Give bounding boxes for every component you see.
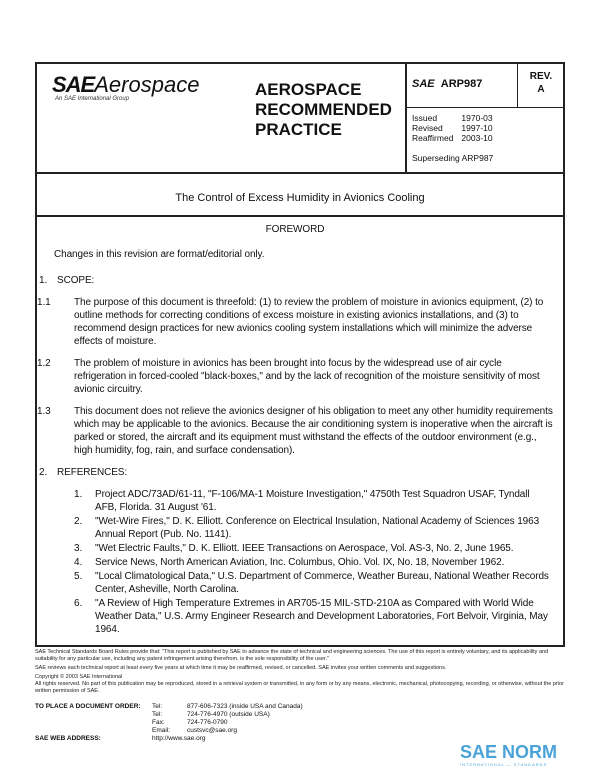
contact-label: Email: [152,727,171,734]
revision [518,70,564,96]
date-label: Revised [412,123,443,133]
review-notice: SAE reviews each technical report at least every five years at which time it may be reaffirmed, revised, or cancelled. SAE invites your written comments and suggestions. [35,665,447,671]
ref-text: Service News, North American Aviation, Inc. Columbus, Ohio. Vol. IX, No. 18, November 1962. [95,557,505,568]
document-number [412,78,482,90]
date-table [412,113,501,143]
ref-text: "Local Climatological Data," U.S. Department of Commerce, Weather Bureau, National Weather Records Center, Asheville, North Carolina. [95,571,549,595]
doc-type-line: AEROSPACE [255,80,362,99]
reference [74,488,553,514]
ref-number: 5. [74,571,83,582]
document-body [35,217,565,647]
ref-text: "A Review of High Temperature Extremes in AR705-15 MIL-STD-210A as Compared with World Wide Weather Data," U.S. Army Engineer Research and Development Laboratories, Fort Belvoir, Virginia, May 1964. [95,598,548,635]
reference [74,515,553,541]
order-info [35,703,565,735]
doc-number: ARP987 [440,78,483,90]
section-scope [37,274,553,287]
contact-table [152,703,303,735]
section-1-2 [37,357,553,396]
contact-value: 724-776-0790 [187,719,228,726]
divider [405,62,407,174]
ref-number: 4. [74,557,83,568]
section-number: 1. [39,275,48,286]
contact-value: 724-776-4970 (outside USA) [187,711,270,718]
reference [74,542,553,555]
section-number: 1.1 [37,297,51,308]
section-1-3 [37,405,553,457]
section-heading: SCOPE: [57,275,95,286]
date-value: 1997-10 [461,123,493,133]
reference [74,597,553,636]
sae-logo: SAE [412,78,435,90]
copyright: Copyright © 2003 SAE International [35,674,123,680]
ref-text: Project ADC/73AD/61-11, "F-106/MA-1 Moisture Investigation," 4750th Test Squadron USAF, Tyndall AFB, Florida. 31 August '61. [95,489,530,513]
web-link[interactable]: http://www.sae.org [152,735,206,742]
date-value: 2003-10 [461,133,493,143]
superseding: Superseding ARP987 [412,153,494,163]
rev-value: A [537,84,545,95]
divider [405,107,565,108]
section-heading: REFERENCES: [57,467,128,478]
section-number: 2. [39,467,48,478]
foreword-heading: FOREWORD [265,224,325,235]
paragraph: This document does not relieve the avionics designer of his obligation to meet any other humidity requirements which may be applicable to the avionics. Because the air conditioning system is inoperative when the aircraft is parked or stored, the aircraft and its equipment must withstand the effects of the outdoor environment (e.g., high humidity, fog, rain, and surface condensation). [74,406,553,456]
paragraph: The purpose of this document is threefold: (1) to review the problem of moisture in avionics equipment, (2) to outline methods for correcting conditions of excess moisture in existing avionics installations, and (3) to recommend design practices for new avionics cooling system installations which will minimize the adverse effects of moisture. [74,297,544,347]
ref-number: 3. [74,543,83,554]
doc-type-line: PRACTICE [255,120,342,139]
document-type [255,80,392,140]
section-references [37,466,553,479]
reference [74,570,553,596]
standards-rules: SAE Technical Standards Board Rules provide that: "This report is published by SAE to advance the state of technical and engineering sciences. The use of this report is entirely voluntary, and its applicability and suitability for any particular use, including any patent infringement arising therefrom, is the sole responsibility of the user." [35,649,549,662]
paragraph: The problem of moisture in avionics has been brought into focus by the widespread use of air cycle refrigeration in forced-cooled "black-boxes," and by the lack of recognition of the moisture sensitivity of most avionic circuitry. [74,358,540,395]
document-body-flow [35,217,565,743]
contact-label: Fax: [152,719,165,726]
rights-notice: All rights reserved. No part of this publication may be reproduced, stored in a retrieval system or transmitted, in any form or by any means, electronic, mechanical, photocopying, recording, or otherwise, without the prior written permission of SAE. [35,681,564,694]
foreword-text: Changes in this revision are format/editorial only. [54,249,265,260]
ref-text: "Wet Electric Faults," D. K. Elliott. IEEE Transactions on Aerospace, Vol. AS-3, No. 2, June 1965. [95,543,514,554]
section-number: 1.3 [37,406,51,417]
section-1-1 [37,296,553,348]
ref-number: 1. [74,489,83,500]
section-number: 1.2 [37,358,51,369]
date-label: Issued [412,113,438,123]
reference [74,556,553,569]
rev-label: REV. [529,71,553,82]
web-label: SAE WEB ADDRESS: [35,735,101,742]
document-title: The Control of Excess Humidity in Avionics Cooling [175,192,425,204]
ref-number: 6. [74,598,83,609]
email-link[interactable]: custsvc@sae.org [187,727,237,734]
contact-label: Tel: [152,703,163,710]
sae-aerospace-logo: SAEAerospace [52,72,200,97]
reference-list [37,488,553,636]
contact-label: Tel: [152,711,163,718]
doc-type-line: RECOMMENDED [255,100,392,119]
contact-value: 877-606-7323 (inside USA and Canada) [187,703,303,710]
sae-norm-watermark: SAE NORM [460,742,558,762]
order-label: TO PLACE A DOCUMENT ORDER: [35,703,141,710]
logo-subtitle: An SAE International Group [55,96,130,102]
date-label: Reaffirmed [412,133,454,143]
ref-text: "Wet-Wire Fires," D. K. Elliott. Conference on Electrical Insulation, National Academy of Sciences 1963 Annual Report (Pub. No. 1141). [95,516,540,540]
ref-number: 2. [74,516,83,527]
watermark-subtitle: INTERNATIONAL — STANDARDS [460,762,548,767]
divider [35,172,565,174]
date-value: 1970-03 [461,113,493,123]
